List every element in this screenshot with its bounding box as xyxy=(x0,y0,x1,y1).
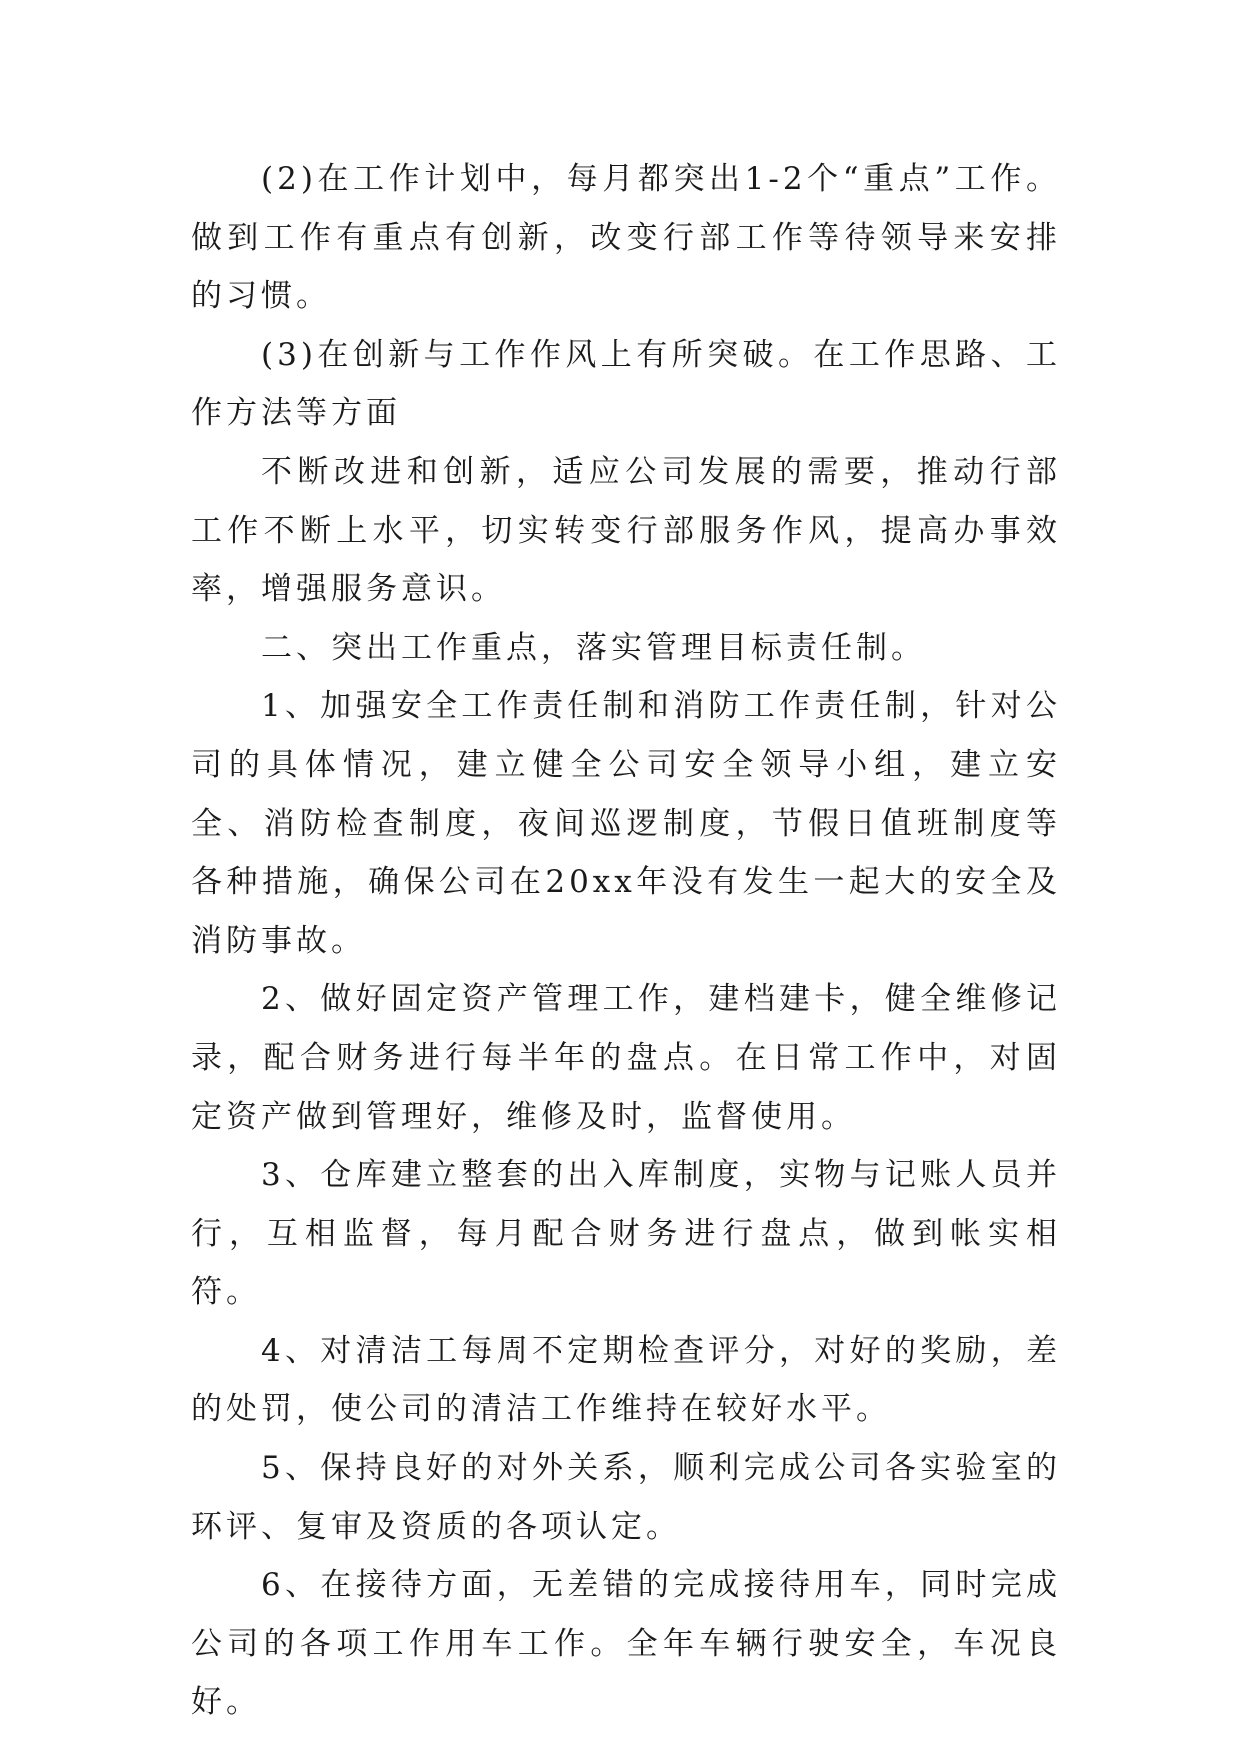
paragraph-item-4-cleaning: 4、对清洁工每周不定期检查评分，对好的奖励，差的处罚，使公司的清洁工作维持在较好水平。 xyxy=(191,1332,1061,1428)
paragraph-item-1-safety: 1、加强安全工作责任制和消防工作责任制，针对公司的具体情况，建立健全公司安全领导小组，建立安全、消防检查制度，夜间巡逻制度，节假日值班制度等各种措施，确保公司在20xx年没有发生一起大的安全及消防事故。 xyxy=(191,688,1061,959)
paragraph-item-6-reception: 6、在接待方面，无差错的完成接待用车，同时完成公司的各项工作用车工作。全年车辆行驶安全，车况良好。 xyxy=(191,1567,1061,1721)
paragraph-plan-key-work: (2)在工作计划中，每月都突出1-2个“重点”工作。做到工作有重点有创新，改变行部工作等待领导来安排的习惯。 xyxy=(191,161,1061,315)
document-body xyxy=(191,150,1061,1732)
paragraph-item-2-assets: 2、做好固定资产管理工作，建档建卡，健全维修记录，配合财务进行每半年的盘点。在日常工作中，对固定资产做到管理好，维修及时，监督使用。 xyxy=(191,981,1061,1135)
paragraph-item-3-warehouse: 3、仓库建立整套的出入库制度，实物与记账人员并行，互相监督，每月配合财务进行盘点，做到帐实相符。 xyxy=(191,1157,1061,1311)
section-heading-key-work: 二、突出工作重点，落实管理目标责任制。 xyxy=(261,629,926,666)
paragraph-item-5-relations: 5、保持良好的对外关系，顺利完成公司各实验室的环评、复审及资质的各项认定。 xyxy=(191,1450,1061,1545)
paragraph-innovation-style: (3)在创新与工作作风上有所突破。在工作思路、工作方法等方面 xyxy=(191,336,1061,432)
paragraph-continuous-improvement: 不断改进和创新，适应公司发展的需要，推动行部工作不断上水平，切实转变行部服务作风，提高办事效率，增强服务意识。 xyxy=(191,453,1061,608)
